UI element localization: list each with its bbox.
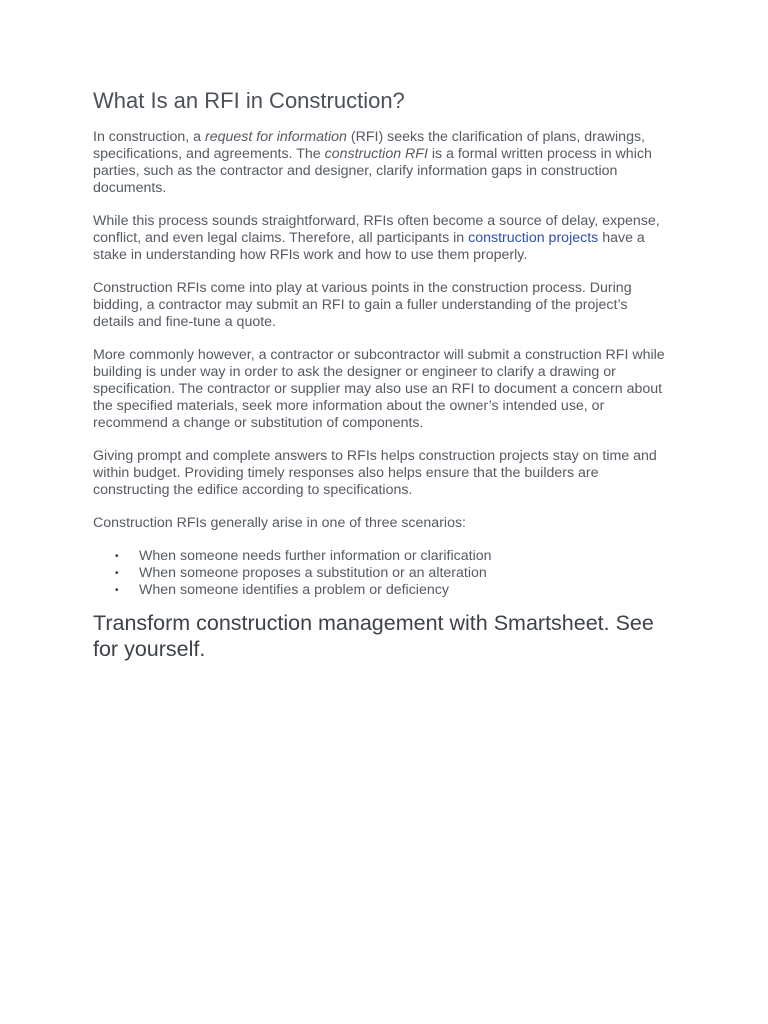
list-item (115, 582, 668, 599)
paragraph-prompt-answers: Giving prompt and complete answers to RFIs helps construction projects stay on time and within budget. Providing timely responses also helps ensure that the builders are constructing the edifice according to specifications. (93, 448, 657, 498)
emphasis-request-for-information: request for information (204, 129, 347, 145)
text-span: is a formal written process in which parties, such as the contractor and designer, clarify information gaps in construction documents. (93, 146, 652, 196)
list-item (115, 565, 668, 582)
emphasis-construction-rfi: construction RFI (324, 146, 428, 162)
construction-projects-link[interactable]: construction projects (468, 230, 599, 246)
list-item-text: When someone needs further information or clarification (139, 548, 492, 564)
scenario-list (93, 548, 668, 599)
bullet-icon: • (115, 568, 119, 579)
paragraph-challenges (93, 213, 668, 264)
list-item-text: When someone identifies a problem or deficiency (139, 582, 449, 598)
cta-heading: Transform construction management with Smartsheet. See for yourself. (93, 611, 654, 661)
paragraph-bidding: Construction RFIs come into play at various points in the construction process. During bidding, a contractor may submit an RFI to gain a fuller understanding of the project’s details and fine-tune a quote. (93, 280, 632, 330)
text-span: While this process sounds straightforward, RFIs often become a source of delay, expense, conflict, and even legal claims. Therefore, all participants in (93, 213, 660, 246)
paragraph-definition (93, 129, 668, 197)
page-title: What Is an RFI in Construction? (93, 88, 405, 113)
paragraph-building: More commonly however, a contractor or subcontractor will submit a construction RFI while building is under way in order to ask the designer or engineer to clarify a drawing or specification. The contractor or supplier may also use an RFI to document a concern about the specified materials, seek more information about the owner’s intended use, or recommend a change or substitution of components. (93, 347, 665, 431)
list-item-text: When someone proposes a substitution or an alteration (139, 565, 487, 581)
text-span: have a stake in understanding how RFIs work and how to use them properly. (93, 230, 645, 263)
bullet-icon: • (115, 551, 119, 562)
paragraph-scenarios-intro: Construction RFIs generally arise in one of three scenarios: (93, 515, 466, 531)
list-item (115, 548, 668, 565)
bullet-icon: • (115, 585, 119, 596)
text-span: (RFI) seeks the clarification of plans, drawings, specifications, and agreements. The (93, 129, 645, 162)
text-span: In construction, a (93, 129, 205, 145)
